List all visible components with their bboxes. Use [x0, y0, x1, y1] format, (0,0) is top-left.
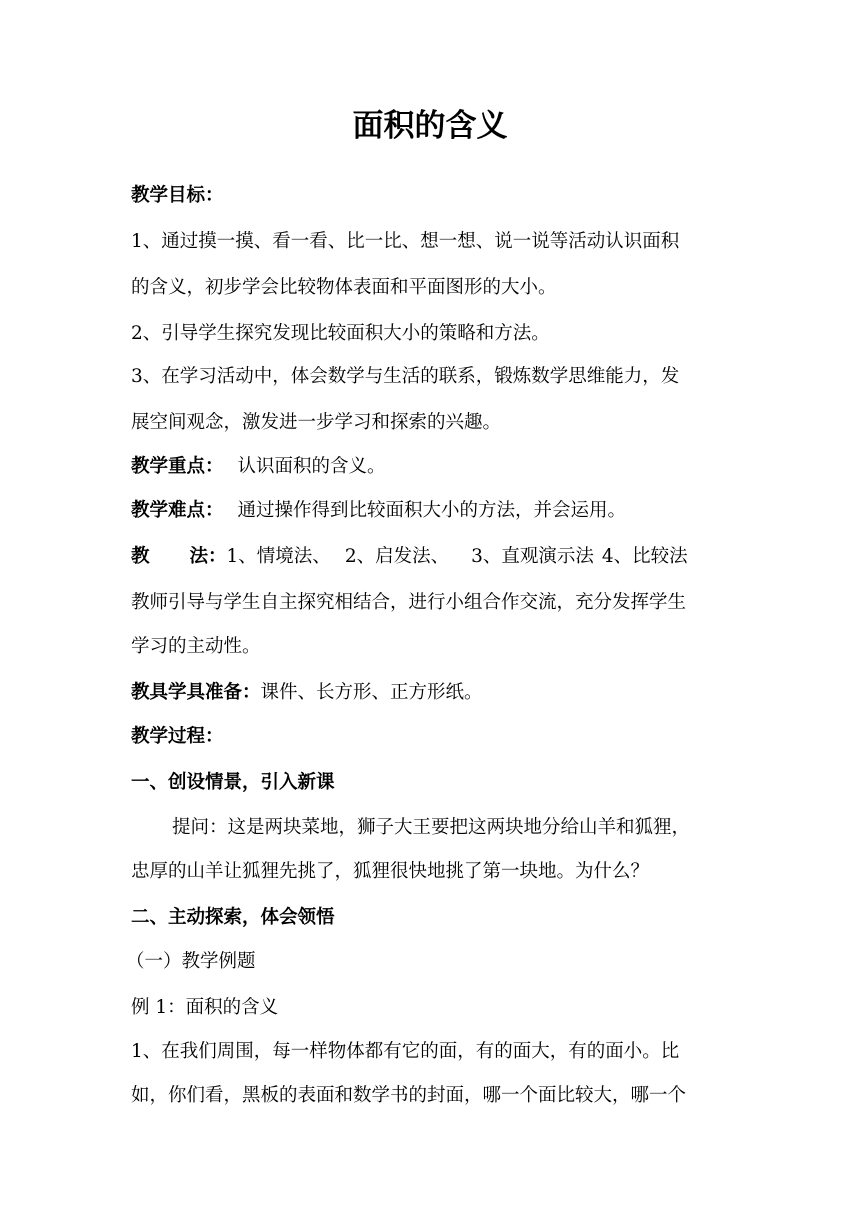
example-1-heading: 例 1：面积的含义: [131, 997, 279, 1018]
process-heading: 教学过程：: [131, 726, 224, 747]
document-title: 面积的含义: [352, 108, 508, 144]
section-2-heading: 二、主动探索，体会领悟: [131, 907, 335, 928]
method-1: 1、情境法、: [226, 546, 331, 567]
key-point: [131, 454, 731, 480]
materials-label: 教具学具准备：: [131, 682, 261, 703]
section-1-paragraph-line-1: 提问：这是两块菜地，狮子大王要把这两块地分给山羊和狐狸，: [172, 817, 691, 838]
key-point-text: 认识面积的含义。: [237, 456, 386, 477]
materials-text: 课件、长方形、正方形纸。: [260, 682, 483, 703]
method-2: 2、启发法、: [344, 546, 450, 567]
section-1-heading: 一、创设情景，引入新课: [131, 772, 335, 793]
goals-heading: 教学目标：: [131, 185, 224, 206]
goal-2: 2、引导学生探究发现比较面积大小的策略和方法。: [131, 323, 550, 344]
methods-line-1: [131, 544, 731, 570]
goal-3-line-2: 展空间观念，激发进一步学习和探索的兴趣。: [131, 412, 502, 433]
goal-1-line-1: 1、通过摸一摸、看一看、比一比、想一想、说一说等活动认识面积: [131, 231, 680, 252]
methods-line-2: 教师引导与学生自主探究相结合，进行小组合作交流，充分发挥学生: [131, 592, 687, 613]
materials: [131, 680, 731, 706]
difficulty-label: 教学难点：: [131, 500, 224, 521]
section-1-paragraph-line-2: 忠厚的山羊让狐狸先挑了，狐狸很快地挑了第一块地。为什么？: [131, 861, 650, 882]
difficulty-text: 通过操作得到比较面积大小的方法，并会运用。: [237, 500, 627, 521]
methods-label-b: 法：: [189, 546, 227, 567]
goal-1-line-2: 的含义，初步学会比较物体表面和平面图形的大小。: [131, 277, 557, 298]
paragraph-2-line-1: 1、在我们周围，每一样物体都有它的面，有的面大，有的面小。比: [131, 1041, 680, 1062]
difficulty: [131, 498, 731, 524]
subsection-1-heading: （一）教学例题: [126, 951, 256, 972]
methods-label-a: 教: [131, 546, 150, 567]
methods-line-3: 学习的主动性。: [131, 636, 261, 657]
key-point-label: 教学重点：: [131, 456, 224, 477]
goal-3-line-1: 3、在学习活动中，体会数学与生活的联系，锻炼数学思维能力，发: [131, 366, 680, 387]
paragraph-2-line-2: 如，你们看，黑板的表面和数学书的封面，哪一个面比较大，哪一个: [131, 1085, 687, 1106]
method-4: 4、比较法: [601, 546, 688, 567]
method-3: 3、直观演示法: [471, 546, 594, 567]
